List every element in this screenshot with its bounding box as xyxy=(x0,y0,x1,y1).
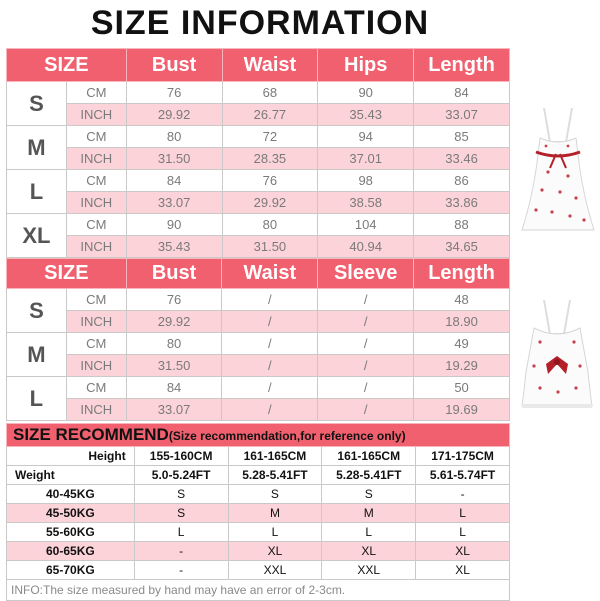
recommended-size-cell: S xyxy=(322,485,416,504)
measurement-cell: 37.01 xyxy=(318,148,414,170)
height-value: 161-165CM xyxy=(322,447,416,466)
weight-range-label: 55-60KG xyxy=(7,523,135,542)
recommended-size-cell: L xyxy=(134,523,228,542)
size-row-inch xyxy=(7,236,510,258)
unit-inch: INCH xyxy=(66,148,126,170)
header-waist: Waist xyxy=(222,49,318,82)
recommended-size-cell: S xyxy=(134,504,228,523)
size-row-cm xyxy=(7,377,510,399)
unit-inch: INCH xyxy=(66,192,126,214)
size-row-inch xyxy=(7,355,510,377)
measurement-cell: / xyxy=(222,311,318,333)
measurement-cell: 80 xyxy=(126,126,222,148)
unit-inch: INCH xyxy=(66,311,126,333)
size-label: XL xyxy=(7,214,67,258)
info-note: INFO:The size measured by hand may have an error of 2-3cm. xyxy=(7,580,510,601)
recommend-row xyxy=(7,504,510,523)
header-bust: Bust xyxy=(126,49,222,82)
weight-range-label: 60-65KG xyxy=(7,542,135,561)
measurement-cell: / xyxy=(222,355,318,377)
measurement-cell: 68 xyxy=(222,82,318,104)
size-row-cm xyxy=(7,126,510,148)
header-hips: Hips xyxy=(318,49,414,82)
size-row-inch xyxy=(7,148,510,170)
measurement-cell: 84 xyxy=(414,82,510,104)
height-value: 161-165CM xyxy=(228,447,322,466)
measurement-cell: / xyxy=(318,355,414,377)
measurement-cell: 35.43 xyxy=(126,236,222,258)
recommended-size-cell: - xyxy=(416,485,510,504)
measurement-cell: 94 xyxy=(318,126,414,148)
recommend-row xyxy=(7,561,510,580)
recommended-size-cell: L xyxy=(416,523,510,542)
measurement-cell: 18.90 xyxy=(414,311,510,333)
recommended-size-cell: L xyxy=(416,504,510,523)
measurement-cell: / xyxy=(222,377,318,399)
measurement-cell: / xyxy=(222,289,318,311)
size-row-cm xyxy=(7,289,510,311)
measurement-cell: / xyxy=(318,311,414,333)
weight-range-label: 45-50KG xyxy=(7,504,135,523)
size-label: L xyxy=(7,377,67,421)
header-sleeve: Sleeve xyxy=(318,259,414,289)
measurement-cell: 31.50 xyxy=(222,236,318,258)
measurement-cell: 84 xyxy=(126,170,222,192)
size-recommend-table xyxy=(6,423,510,601)
measurement-cell: 31.50 xyxy=(126,355,222,377)
recommended-size-cell: XL xyxy=(416,542,510,561)
weight-range-label: 40-45KG xyxy=(7,485,135,504)
header-waist: Waist xyxy=(222,259,318,289)
size-row-cm xyxy=(7,333,510,355)
size-label: M xyxy=(7,126,67,170)
measurement-cell: 29.92 xyxy=(126,311,222,333)
measurement-cell: 49 xyxy=(414,333,510,355)
weight-label: Weight xyxy=(7,466,135,485)
unit-cm: CM xyxy=(66,170,126,192)
recommended-size-cell: M xyxy=(322,504,416,523)
measurement-cell: 85 xyxy=(414,126,510,148)
measurement-cell: 80 xyxy=(126,333,222,355)
measurement-cell: 33.07 xyxy=(414,104,510,126)
header-size: SIZE xyxy=(7,259,127,289)
recommended-size-cell: XL xyxy=(228,542,322,561)
measurement-cell: 98 xyxy=(318,170,414,192)
recommended-size-cell: XXL xyxy=(322,561,416,580)
size-row-cm xyxy=(7,214,510,236)
measurement-cell: / xyxy=(222,399,318,421)
measurement-cell: / xyxy=(318,333,414,355)
measurement-cell: 76 xyxy=(126,82,222,104)
header-length: Length xyxy=(414,259,510,289)
unit-inch: INCH xyxy=(66,355,126,377)
size-row-inch xyxy=(7,192,510,214)
recommended-size-cell: XXL xyxy=(228,561,322,580)
measurement-cell: 80 xyxy=(222,214,318,236)
recommend-subtitle: (Size recommendation,for reference only) xyxy=(168,429,406,443)
recommended-size-cell: M xyxy=(228,504,322,523)
recommend-title: SIZE RECOMMEND xyxy=(13,425,169,444)
weight-value: 5.28-5.41FT xyxy=(322,466,416,485)
size-label: S xyxy=(7,82,67,126)
recommended-size-cell: XL xyxy=(322,542,416,561)
recommended-size-cell: L xyxy=(228,523,322,542)
measurement-cell: 34.65 xyxy=(414,236,510,258)
measurement-cell: 76 xyxy=(126,289,222,311)
halter-dress-image xyxy=(520,102,596,242)
recommended-size-cell: XL xyxy=(416,561,510,580)
unit-cm: CM xyxy=(66,126,126,148)
height-label: Height xyxy=(7,447,135,466)
recommended-size-cell: L xyxy=(322,523,416,542)
measurement-cell: 29.92 xyxy=(126,104,222,126)
weight-value: 5.61-5.74FT xyxy=(416,466,510,485)
weight-range-label: 65-70KG xyxy=(7,561,135,580)
page-title: SIZE INFORMATION xyxy=(90,4,430,42)
unit-cm: CM xyxy=(66,289,126,311)
measurement-cell: 40.94 xyxy=(318,236,414,258)
size-row-inch xyxy=(7,399,510,421)
dress-size-table xyxy=(6,48,510,258)
unit-cm: CM xyxy=(66,82,126,104)
weight-value: 5.0-5.24FT xyxy=(134,466,228,485)
measurement-cell: 33.07 xyxy=(126,399,222,421)
weight-value: 5.28-5.41FT xyxy=(228,466,322,485)
unit-cm: CM xyxy=(66,377,126,399)
height-value: 171-175CM xyxy=(416,447,510,466)
measurement-cell: 72 xyxy=(222,126,318,148)
measurement-cell: 86 xyxy=(414,170,510,192)
measurement-cell: 31.50 xyxy=(126,148,222,170)
unit-cm: CM xyxy=(66,333,126,355)
measurement-cell: 35.43 xyxy=(318,104,414,126)
measurement-cell: 50 xyxy=(414,377,510,399)
size-label: M xyxy=(7,333,67,377)
measurement-cell: / xyxy=(222,333,318,355)
halter-top-image xyxy=(518,296,596,416)
recommended-size-cell: S xyxy=(228,485,322,504)
size-row-inch xyxy=(7,104,510,126)
size-label: S xyxy=(7,289,67,333)
measurement-cell: 19.69 xyxy=(414,399,510,421)
measurement-cell: 84 xyxy=(126,377,222,399)
measurement-cell: 26.77 xyxy=(222,104,318,126)
recommend-header xyxy=(7,424,510,447)
measurement-cell: 48 xyxy=(414,289,510,311)
top-size-table xyxy=(6,258,510,421)
size-row-cm xyxy=(7,82,510,104)
size-row-inch xyxy=(7,311,510,333)
info-row xyxy=(7,580,510,601)
recommended-size-cell: - xyxy=(134,542,228,561)
measurement-cell: / xyxy=(318,399,414,421)
unit-inch: INCH xyxy=(66,399,126,421)
measurement-cell: 38.58 xyxy=(318,192,414,214)
header-length: Length xyxy=(414,49,510,82)
measurement-cell: 88 xyxy=(414,214,510,236)
unit-cm: CM xyxy=(66,214,126,236)
unit-inch: INCH xyxy=(66,236,126,258)
measurement-cell: 90 xyxy=(126,214,222,236)
recommend-row xyxy=(7,485,510,504)
measurement-cell: 19.29 xyxy=(414,355,510,377)
height-value: 155-160CM xyxy=(134,447,228,466)
header-bust: Bust xyxy=(126,259,222,289)
recommend-row xyxy=(7,542,510,561)
measurement-cell: / xyxy=(318,377,414,399)
size-row-cm xyxy=(7,170,510,192)
measurement-cell: 33.46 xyxy=(414,148,510,170)
measurement-cell: / xyxy=(318,289,414,311)
unit-inch: INCH xyxy=(66,104,126,126)
recommend-row xyxy=(7,523,510,542)
measurement-cell: 104 xyxy=(318,214,414,236)
size-label: L xyxy=(7,170,67,214)
header-size: SIZE xyxy=(7,49,127,82)
recommended-size-cell: - xyxy=(134,561,228,580)
measurement-cell: 90 xyxy=(318,82,414,104)
recommended-size-cell: S xyxy=(134,485,228,504)
measurement-cell: 76 xyxy=(222,170,318,192)
measurement-cell: 33.07 xyxy=(126,192,222,214)
measurement-cell: 33.86 xyxy=(414,192,510,214)
measurement-cell: 28.35 xyxy=(222,148,318,170)
measurement-cell: 29.92 xyxy=(222,192,318,214)
